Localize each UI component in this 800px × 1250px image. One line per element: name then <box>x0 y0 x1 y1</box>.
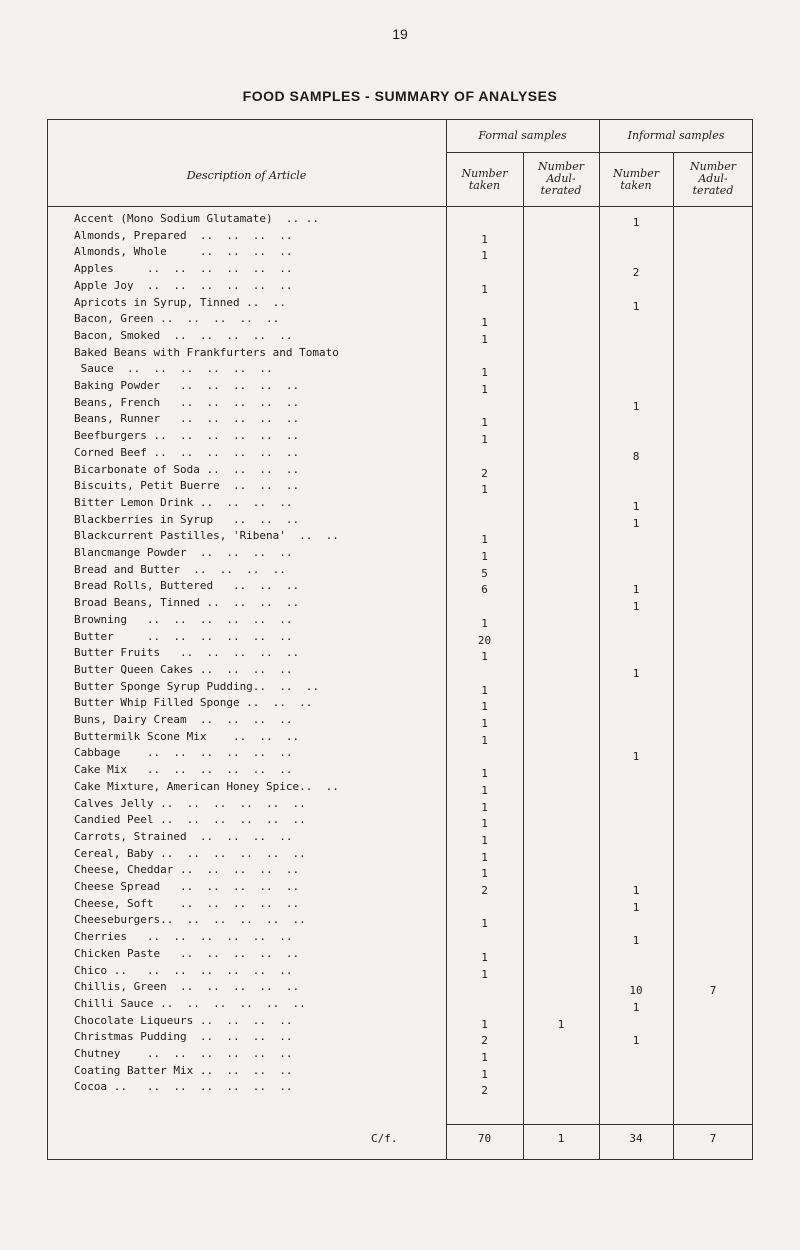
article-description: Cheese, Cheddar .. .. .. .. .. <box>74 863 300 877</box>
formal-taken-cell: 1 <box>481 232 488 246</box>
article-description: Butter Queen Cakes .. .. .. .. <box>74 662 293 676</box>
informal-taken-cell: 10 <box>629 984 643 998</box>
informal-taken-cell: 2 <box>632 266 640 280</box>
article-description: Cocoa .. .. .. .. .. .. .. <box>74 1080 293 1094</box>
formal-taken-cell: 1 <box>481 850 488 864</box>
formal-taken-cell: 1 <box>481 650 488 664</box>
article-description: Butter Fruits .. .. .. .. .. <box>74 646 300 660</box>
article-description: Bread and Butter .. .. .. .. <box>74 562 286 576</box>
formal-taken-cell: 1 <box>481 967 488 981</box>
article-description: Bitter Lemon Drink .. .. .. .. <box>74 495 293 509</box>
informal-taken-cell: 1 <box>632 1034 640 1048</box>
formal-taken-cell: 1 <box>481 833 488 847</box>
article-description: Cake Mix .. .. .. .. .. .. <box>74 763 293 777</box>
informal-taken-cell: 1 <box>632 750 640 764</box>
article-description: Bread Rolls, Buttered .. .. .. <box>74 579 300 593</box>
article-description: Cheese Spread .. .. .. .. .. <box>74 880 300 893</box>
article-description: Almonds, Prepared .. .. .. .. <box>74 228 293 242</box>
total-informal-adulterated: 7 <box>709 1132 717 1145</box>
formal-taken-cell: 1 <box>481 366 488 380</box>
article-description: Cheese, Soft .. .. .. .. .. <box>74 896 300 910</box>
article-description: Bicarbonate of Soda .. .. .. .. <box>74 462 300 476</box>
formal-taken-cell: 1 <box>481 700 488 714</box>
article-description: Accent (Mono Sodium Glutamate) .. .. <box>74 212 320 225</box>
article-description: Coating Batter Mix .. .. .. .. <box>74 1063 293 1077</box>
header-informal-samples: Informal samples <box>627 129 725 142</box>
formal-taken-cell: 1 <box>481 783 488 797</box>
header-line: terated <box>692 184 734 197</box>
formal-taken-cell: 5 <box>481 566 488 580</box>
header-line: Adul- <box>546 172 576 185</box>
header-line: taken <box>620 179 652 192</box>
article-description: Chocolate Liqueurs .. .. .. .. <box>74 1013 293 1027</box>
formal-taken-cell: 1 <box>481 817 488 831</box>
header-line: taken <box>468 179 501 192</box>
formal-taken-cell: 1 <box>481 616 488 630</box>
article-description: Cheeseburgers.. .. .. .. .. .. <box>74 913 306 927</box>
informal-taken-cell: 1 <box>632 299 640 313</box>
article-description: Chilli Sauce .. .. .. .. .. .. <box>74 996 306 1010</box>
article-description: Browning .. .. .. .. .. .. <box>74 612 293 626</box>
article-description: Cake Mixture, American Honey Spice.. .. <box>74 779 339 793</box>
article-description: Bacon, Smoked .. .. .. .. .. <box>74 328 293 342</box>
informal-taken-cell: 1 <box>632 216 640 229</box>
article-description: Sauce .. .. .. .. .. .. <box>74 362 273 376</box>
column-rule <box>523 152 524 1160</box>
formal-taken-cell: 1 <box>481 917 488 931</box>
formal-taken-cell: 1 <box>481 550 488 563</box>
article-description: Beans, French .. .. .. .. .. <box>74 395 300 409</box>
header-informal-adulterated <box>673 161 753 197</box>
article-description: Corned Beef .. .. .. .. .. .. <box>74 445 300 459</box>
formal-taken-cell: 1 <box>481 1051 488 1064</box>
article-description: Beefburgers .. .. .. .. .. .. <box>74 429 300 443</box>
article-description: Blackberries in Syrup .. .. .. <box>74 512 300 526</box>
formal-taken-cell: 1 <box>481 867 488 881</box>
formal-taken-cell: 2 <box>481 466 488 480</box>
article-description: Blackcurrent Pastilles, 'Ribena' .. .. <box>74 529 339 543</box>
article-description: Christmas Pudding .. .. .. .. <box>74 1030 293 1044</box>
formal-taken-cell: 6 <box>481 583 488 597</box>
article-description: Apples .. .. .. .. .. .. <box>74 262 293 276</box>
header-line: Number <box>613 167 659 180</box>
header-line: Number <box>690 160 736 173</box>
formal-taken-cell: 1 <box>481 282 488 296</box>
formal-taken-cell: 1 <box>481 316 488 330</box>
page-number: 19 <box>392 26 408 42</box>
formal-taken-cell: 1 <box>481 1017 488 1031</box>
carried-forward-label: C/f. <box>371 1132 398 1145</box>
formal-taken-cell: 1 <box>481 767 488 781</box>
header-formal-taken <box>446 168 523 192</box>
informal-taken-cell: 1 <box>632 600 640 614</box>
header-formal-samples: Formal samples <box>478 129 567 142</box>
total-rule <box>446 1124 753 1125</box>
article-description: Apricots in Syrup, Tinned .. .. <box>74 295 286 309</box>
article-description: Apple Joy .. .. .. .. .. .. <box>74 278 293 292</box>
header-rule <box>446 152 753 153</box>
formal-taken-cell: 1 <box>481 717 488 730</box>
informal-taken-cell: 1 <box>632 934 640 948</box>
article-description: Beans, Runner .. .. .. .. .. <box>74 412 300 426</box>
article-description: Butter Sponge Syrup Pudding.. .. .. <box>74 679 320 693</box>
header-rule <box>47 206 753 207</box>
informal-taken-cell: 1 <box>632 884 640 897</box>
header-line: Number <box>461 167 508 180</box>
formal-taken-cell: 2 <box>481 1084 488 1098</box>
page-title: FOOD SAMPLES - SUMMARY OF ANALYSES <box>242 88 558 104</box>
article-description: Carrots, Strained .. .. .. .. <box>74 829 293 843</box>
article-description: Butter Whip Filled Sponge .. .. .. <box>74 696 313 710</box>
informal-adulterated-cell: 7 <box>709 984 717 998</box>
formal-taken-cell: 2 <box>481 1034 488 1048</box>
formal-taken-cell: 1 <box>481 533 488 547</box>
formal-taken-cell: 1 <box>481 332 488 346</box>
total-informal-taken: 34 <box>629 1132 643 1145</box>
informal-taken-cell: 1 <box>632 399 640 413</box>
formal-taken-cell: 1 <box>481 733 488 747</box>
informal-taken-cell: 1 <box>632 499 640 513</box>
formal-taken-cell: 2 <box>481 884 488 897</box>
article-description: Buttermilk Scone Mix .. .. .. <box>74 729 300 743</box>
article-description: Broad Beans, Tinned .. .. .. .. <box>74 596 300 610</box>
header-line: Adul- <box>698 172 728 185</box>
article-description: Butter .. .. .. .. .. .. <box>74 629 293 643</box>
article-description: Almonds, Whole .. .. .. .. <box>74 245 293 259</box>
formal-taken-cell: 1 <box>481 383 488 396</box>
header-line: terated <box>540 184 582 197</box>
column-rule <box>673 152 674 1160</box>
informal-taken-cell: 1 <box>632 516 640 530</box>
formal-taken-cell: 1 <box>481 483 488 497</box>
formal-taken-cell: 1 <box>481 800 488 814</box>
informal-taken-cell: 1 <box>632 583 640 597</box>
article-description: Buns, Dairy Cream .. .. .. .. <box>74 713 293 726</box>
article-description: Chillis, Green .. .. .. .. .. <box>74 980 300 994</box>
header-line: Number <box>538 160 584 173</box>
header-informal-taken <box>599 168 673 192</box>
article-description: Candied Peel .. .. .. .. .. .. <box>74 813 306 827</box>
informal-taken-cell: 1 <box>632 900 640 914</box>
article-description: Baked Beans with Frankfurters and Tomato <box>74 345 339 359</box>
informal-taken-cell: 1 <box>632 666 640 680</box>
article-description: Cherries .. .. .. .. .. .. <box>74 930 293 944</box>
total-formal-taken: 70 <box>477 1132 492 1145</box>
formal-taken-cell: 1 <box>481 433 488 447</box>
informal-taken-cell: 1 <box>632 1000 640 1014</box>
article-description: Baking Powder .. .. .. .. .. <box>74 379 300 392</box>
article-description: Calves Jelly .. .. .. .. .. .. <box>74 796 306 810</box>
formal-taken-cell: 1 <box>481 249 488 263</box>
formal-taken-cell: 1 <box>481 1067 488 1081</box>
article-description: Chutney .. .. .. .. .. .. <box>74 1047 293 1060</box>
header-description: Description of Article <box>186 169 307 182</box>
total-formal-adulterated: 1 <box>557 1132 565 1145</box>
formal-adulterated-cell: 1 <box>557 1017 565 1031</box>
header-formal-adulterated <box>523 161 599 197</box>
formal-taken-cell: 1 <box>481 950 488 964</box>
formal-taken-cell: 1 <box>481 683 488 697</box>
formal-taken-cell: 1 <box>481 416 488 430</box>
formal-taken-cell: 20 <box>477 633 492 647</box>
article-description: Chico .. .. .. .. .. .. .. <box>74 963 293 977</box>
article-description: Cabbage .. .. .. .. .. .. <box>74 746 293 760</box>
article-description: Blancmange Powder .. .. .. .. <box>74 546 293 559</box>
informal-taken-cell: 8 <box>632 449 640 463</box>
article-description: Biscuits, Petit Buerre .. .. .. <box>74 479 300 493</box>
article-description: Chicken Paste .. .. .. .. .. <box>74 946 300 960</box>
article-description: Bacon, Green .. .. .. .. .. <box>74 312 280 326</box>
article-description: Cereal, Baby .. .. .. .. .. .. <box>74 846 306 860</box>
